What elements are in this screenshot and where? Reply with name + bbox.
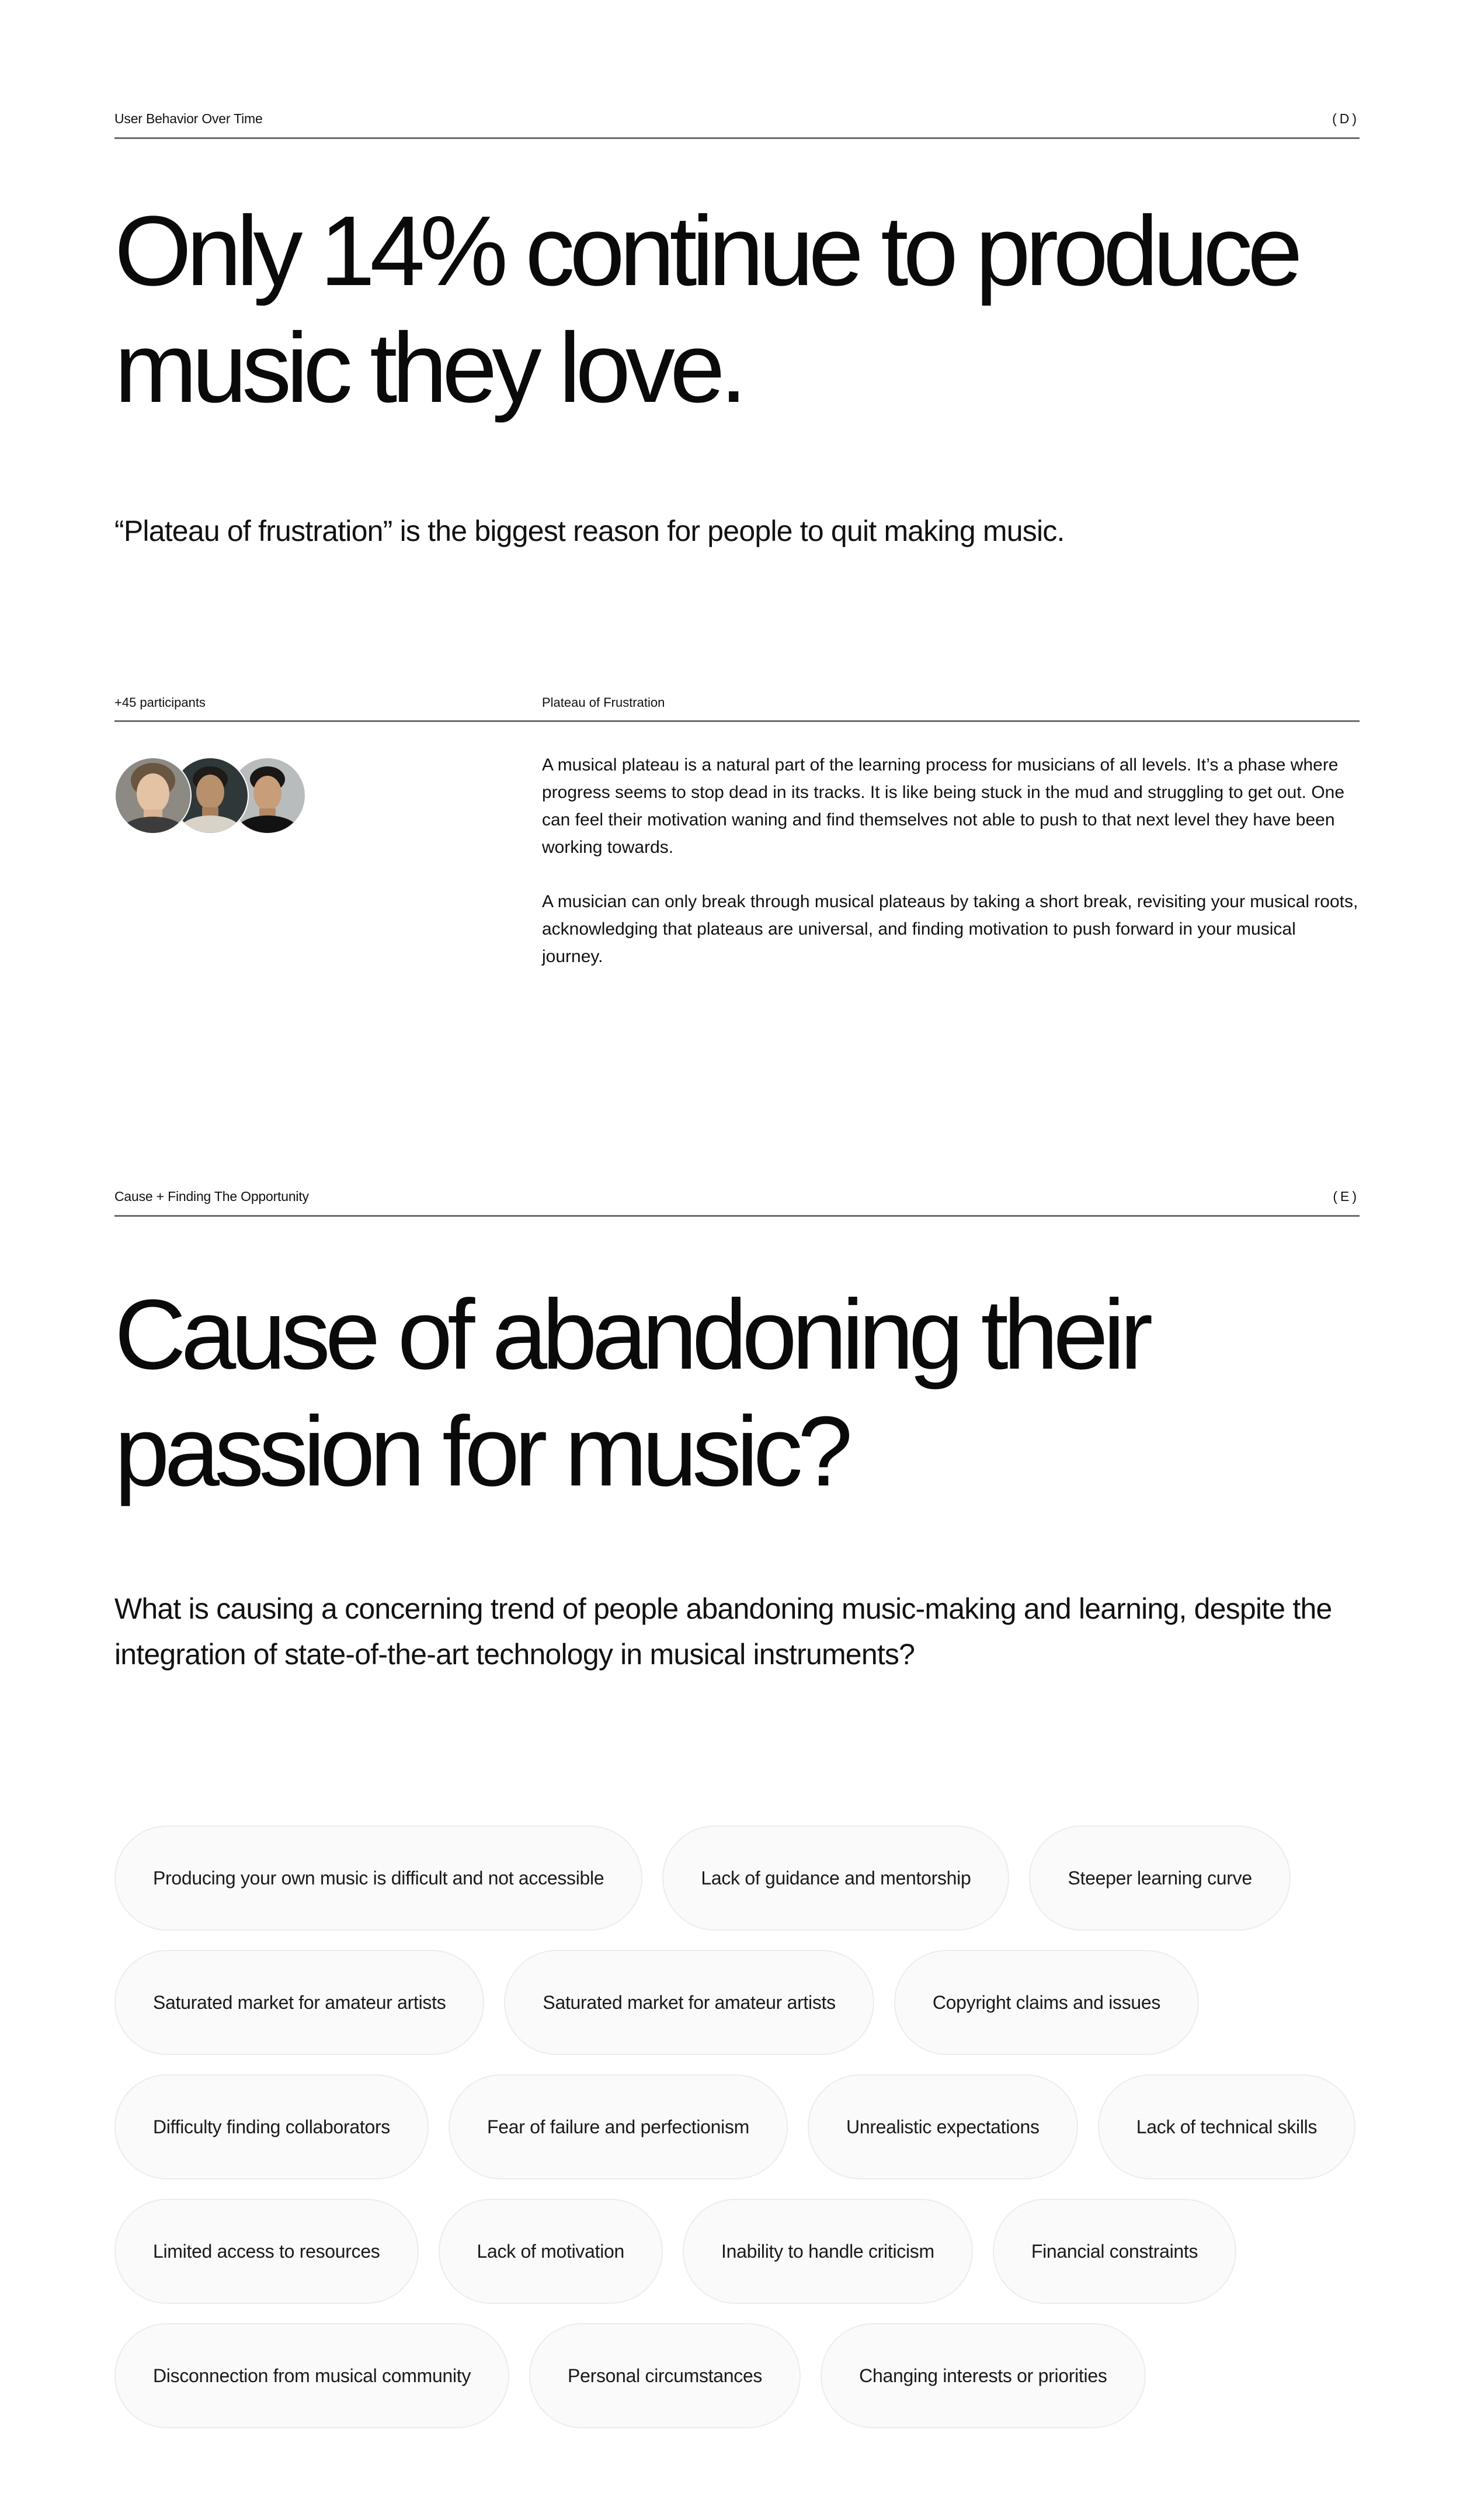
participants-label: +45 participants: [114, 695, 206, 710]
cause-chip[interactable]: Disconnection from musical community: [114, 2323, 509, 2428]
cause-chip[interactable]: Steeper learning curve: [1029, 1825, 1290, 1931]
cause-chip[interactable]: Copyright claims and issues: [894, 1950, 1199, 2055]
cause-chip[interactable]: Saturated market for amateur artists: [114, 1950, 484, 2055]
cause-chip[interactable]: Difficulty finding collaborators: [114, 2074, 429, 2179]
body-paragraph-1: A musical plateau is a natural part of the learning process for musicians of all levels. It’s a phase where progress seems to stop dead in its tracks. It is like being stuck in the mud and struggling to get out. One can feel their motivation waning and find themselves not able to push to that next level they have been working towards.: [542, 755, 1345, 857]
lede: What is causing a concerning trend of people abandoning music-making and learning, despite the integration of state-of-the-art technology in musical instruments?: [114, 1592, 1332, 1671]
cause-chip[interactable]: Lack of guidance and mentorship: [662, 1825, 1009, 1931]
chip-row: [114, 1950, 1199, 2055]
section-header: [114, 111, 1360, 139]
cause-chip[interactable]: Fear of failure and perfectionism: [449, 2074, 788, 2179]
cause-chip-list: [114, 1825, 1370, 2439]
cause-chip[interactable]: Limited access to resources: [114, 2199, 419, 2304]
headline: [114, 193, 1298, 426]
section-label: User Behavior Over Time: [114, 111, 263, 126]
details-header-row: [114, 695, 1360, 722]
section-code: (D): [1332, 111, 1360, 126]
participant-avatars: [114, 757, 307, 834]
cause-chip[interactable]: Unrealistic expectations: [808, 2074, 1078, 2179]
cause-chip[interactable]: Inability to handle criticism: [683, 2199, 973, 2304]
cause-chip[interactable]: Changing interests or priorities: [821, 2323, 1145, 2428]
lede: “Plateau of frustration” is the biggest reason for people to quit making music.: [114, 515, 1065, 547]
cause-chip[interactable]: Financial constraints: [993, 2199, 1236, 2304]
headline: [114, 1276, 1148, 1510]
chip-row: [114, 1825, 1291, 1931]
section-cause: [114, 1189, 1360, 1714]
cause-chip[interactable]: Personal circumstances: [529, 2323, 801, 2428]
chip-row: [114, 2199, 1236, 2304]
chip-row: [114, 2323, 1146, 2428]
headline-line-1: Cause of abandoning their: [114, 1279, 1148, 1390]
topic-label: Plateau of Frustration: [542, 695, 665, 710]
cause-chip[interactable]: Producing your own music is difficult and not accessible: [114, 1825, 642, 1931]
section-label: Cause + Finding The Opportunity: [114, 1189, 309, 1204]
cause-chip[interactable]: Lack of motivation: [439, 2199, 663, 2304]
section-user-behavior: [114, 111, 1360, 987]
avatar: [114, 757, 192, 834]
section-code: (E): [1333, 1189, 1360, 1204]
chip-row: [114, 2074, 1355, 2179]
cause-chip[interactable]: Lack of technical skills: [1098, 2074, 1355, 2179]
body-paragraph-2: A musician can only break through musical plateaus by taking a short break, revisiting your musical roots, acknowledging that plateaus are universal, and finding motivation to push forward in your musical journey.: [542, 892, 1358, 966]
section-header: [114, 1189, 1360, 1217]
cause-chip[interactable]: Saturated market for amateur artists: [504, 1950, 874, 2055]
headline-line-2: passion for music?: [114, 1396, 848, 1507]
headline-line-2: music they love.: [114, 313, 742, 424]
headline-line-1: Only 14% continue to produce: [114, 196, 1298, 307]
